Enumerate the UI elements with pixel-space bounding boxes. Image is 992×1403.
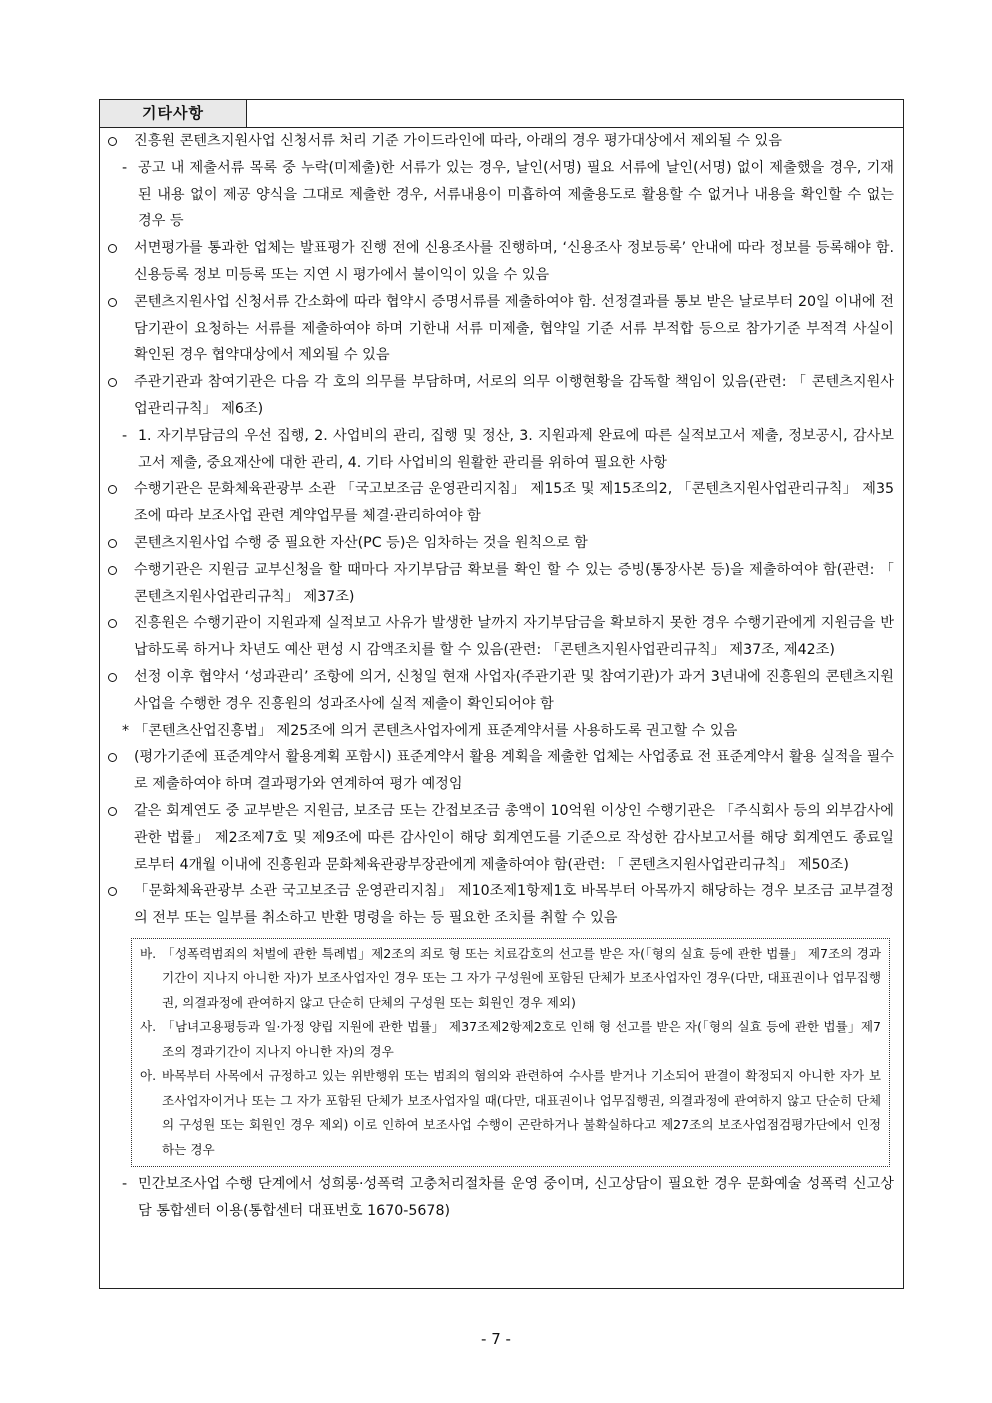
regulation-clause xyxy=(140,1064,881,1162)
list-item xyxy=(100,664,903,718)
circle-bullet-icon xyxy=(108,887,117,896)
clause-label: 바. xyxy=(140,945,157,961)
item-text: 공고 내 제출서류 목록 중 누락(미제출)한 서류가 있는 경우, 날인(서명) 필요 서류에 날인(서명) 없이 제출했을 경우, 기재된 내용 없이 제공 양식을 그대로 제출한 경우, 서류내용이 미흡하여 제출용도로 활용할 수 없거나 내용을 확인할 수 없는 경우 등 xyxy=(138,159,894,230)
list-item xyxy=(100,369,903,423)
circle-bullet-icon xyxy=(108,807,117,816)
item-text: 민간보조사업 수행 단계에서 성희롱·성폭력 고충처리절차를 운영 중이며, 신고상담이 필요한 경우 문화예술 성폭력 신고상담 통합센터 이용(통합센터 대표번호 1670-5678) xyxy=(138,1176,894,1220)
dash-marker: - xyxy=(122,159,128,176)
table-header-row xyxy=(100,100,903,128)
list-item xyxy=(100,289,903,369)
section-title: 기타사항 xyxy=(100,100,247,127)
regulation-excerpt-box xyxy=(131,938,890,1168)
item-text: 수행기관은 지원금 교부신청을 할 때마다 자기부담금 확보를 확인 할 수 있는 증빙(통장사본 등)을 제출하여야 함(관련: 「 콘텐츠지원사업관리규칙」 제37조) xyxy=(134,561,894,605)
list-subitem xyxy=(100,155,903,235)
item-text: 선정 이후 협약서 ‘성과관리’ 조항에 의거, 신청일 현재 사업자(주관기관 및 참여기관)가 과거 3년내에 진흥원의 콘텐츠지원사업을 수행한 경우 진흥원의 성과조사에 실적 제출이 확인되어야 함 xyxy=(134,668,894,712)
item-text: 콘텐츠지원사업 수행 중 필요한 자산(PC 등)은 임차하는 것을 원칙으로 함 xyxy=(134,534,588,551)
item-text: 1. 자기부담금의 우선 집행, 2. 사업비의 관리, 집행 및 정산, 3. 지원과제 완료에 따른 실적보고서 제출, 정보공시, 감사보고서 제출, 중요재산에 대한 관리, 4. 기타 사업비의 원활한 관리를 위하여 필요한 사항 xyxy=(138,427,894,471)
list-subitem xyxy=(100,1171,903,1225)
item-text: 주관기관과 참여기관은 다음 각 호의 의무를 부담하며, 서로의 의무 이행현황을 감독할 책임이 있음(관련: 「 콘텐츠지원사업관리규칙」 제6조) xyxy=(134,374,894,417)
circle-bullet-icon xyxy=(108,244,117,253)
circle-bullet-icon xyxy=(108,485,117,494)
list-item xyxy=(100,878,903,932)
list-item xyxy=(100,235,903,289)
item-text: 서면평가를 통과한 업체는 발표평가 진행 전에 신용조사를 진행하며, ‘신용조사 정보등록’ 안내에 따라 정보를 등록해야 함. 신용등록 정보 미등록 또는 지연 시 평가에서 불이익이 있을 수 있음 xyxy=(134,240,894,283)
circle-bullet-icon xyxy=(108,566,117,575)
item-text: 「콘텐츠산업진흥법」 제25조에 의거 콘텐츠사업자에게 표준계약서를 사용하도록 권고할 수 있음 xyxy=(134,722,738,739)
list-item xyxy=(100,610,903,664)
dash-marker: - xyxy=(122,1176,128,1193)
list-item xyxy=(100,557,903,611)
circle-bullet-icon xyxy=(108,298,117,307)
list-item xyxy=(100,744,903,798)
clause-text: 바목부터 사목에서 규정하고 있는 위반행위 또는 범죄의 혐의와 관련하여 수사를 받거나 기소되어 판결이 확정되지 아니한 자가 보조사업자이거나 또는 그 자가 포함된 단체가 보조사업자일 때(다만, 대표권이나 업무집행권, 의결과정에 관여하지 않고 단순히 단체의 구성원 또는 회원인 경우 제외) 이로 인하여 보조사업 수행이 곤란하거나 불확실하다고 제27조의 보조사업점검평가단에서 인정하는 경우 xyxy=(162,1068,881,1157)
item-text: (평가기준에 표준계약서 활용계획 포함시) 표준계약서 활용 계획을 제출한 업체는 사업종료 전 표준계약서 활용 실적을 필수로 제출하여야 하며 결과평가와 연계하여 평가 예정임 xyxy=(134,749,894,793)
info-table xyxy=(99,99,904,1289)
circle-bullet-icon xyxy=(108,619,117,628)
asterisk-marker: * xyxy=(122,722,130,739)
list-item xyxy=(100,128,903,155)
list-item xyxy=(100,798,903,878)
page-number: - 7 - xyxy=(481,1330,511,1348)
item-text: 진흥원 콘텐츠지원사업 신청서류 처리 기준 가이드라인에 따라, 아래의 경우 평가대상에서 제외될 수 있음 xyxy=(134,133,782,149)
circle-bullet-icon xyxy=(108,539,117,548)
dash-marker: - xyxy=(122,427,128,444)
circle-bullet-icon xyxy=(108,753,117,762)
clause-text: 「남녀고용평등과 일·가정 양립 지원에 관한 법률」 제37조제2항제2호로 인해 형 선고를 받은 자(「형의 실효 등에 관한 법률」제7조의 경과기간이 지나지 아니한 자)의 경우 xyxy=(162,1019,881,1059)
clause-label: 사. xyxy=(140,1019,157,1035)
item-text: 같은 회계연도 중 교부받은 지원금, 보조금 또는 간접보조금 총액이 10억원 이상인 수행기관은 「주식회사 등의 외부감사에 관한 법률」 제2조제7호 및 제9조에 따른 감사인이 해당 회계연도를 기준으로 작성한 감사보고서를 해당 회계연도 종료일로부터 4개월 이내에 진흥원과 문화체육관광부장관에게 제출하여야 함(관련: 「 콘텐츠지원사업관리규칙」 제50조) xyxy=(134,802,894,873)
section-content xyxy=(100,128,903,1225)
clause-label: 아. xyxy=(140,1068,157,1084)
item-text: 「문화체육관광부 소관 국고보조금 운영관리지침」 제10조제1항제1호 바목부터 아목까지 해당하는 경우 보조금 교부결정의 전부 또는 일부를 취소하고 반환 명령을 하는 등 필요한 조치를 취할 수 있음 xyxy=(134,883,894,927)
item-text: 진흥원은 수행기관이 지원과제 실적보고 사유가 발생한 날까지 자기부담금을 확보하지 못한 경우 수행기관에게 지원금을 반납하도록 하거나 차년도 예산 편성 시 감액조치를 할 수 있음(관련: 「콘텐츠지원사업관리규칙」 제37조, 제42조) xyxy=(134,615,894,659)
circle-bullet-icon xyxy=(108,137,117,146)
circle-bullet-icon xyxy=(108,673,117,682)
regulation-clause xyxy=(140,1015,881,1064)
item-text: 콘텐츠지원사업 신청서류 간소화에 따라 협약시 증명서류를 제출하여야 함. 선정결과를 통보 받은 날로부터 20일 이내에 전담기관이 요청하는 서류를 제출하여야 하며 기한내 서류 미제출, 협약일 기준 서류 부적합 등으로 참가기준 부적격 사실이 확인된 경우 협약대상에서 제외될 수 있음 xyxy=(134,293,894,364)
circle-bullet-icon xyxy=(108,378,117,387)
regulation-clause xyxy=(140,942,881,1016)
item-text: 수행기관은 문화체육관광부 소관 「국고보조금 운영관리지침」 제15조 및 제15조의2, 「콘텐츠지원사업관리규칙」 제35조에 따라 보조사업 관련 계약업무를 체결·관리하여야 함 xyxy=(134,481,894,525)
list-note xyxy=(100,718,903,745)
list-subitem xyxy=(100,423,903,477)
list-item xyxy=(100,476,903,530)
clause-text: 「성폭력범죄의 처벌에 관한 특례법」제2조의 죄로 형 또는 치료감호의 선고를 받은 자(「형의 실효 등에 관한 법률」 제7조의 경과 기간이 지나지 아니한 자)가 보조사업자인 경우 또는 그 자가 구성원에 포함된 단체가 보조사업자인 경우(다만, 대표권이나 업무집행권, 의결과정에 관여하지 않고 단순히 단체의 구성원 또는 회원인 경우 제외) xyxy=(162,945,881,1010)
list-item xyxy=(100,530,903,557)
